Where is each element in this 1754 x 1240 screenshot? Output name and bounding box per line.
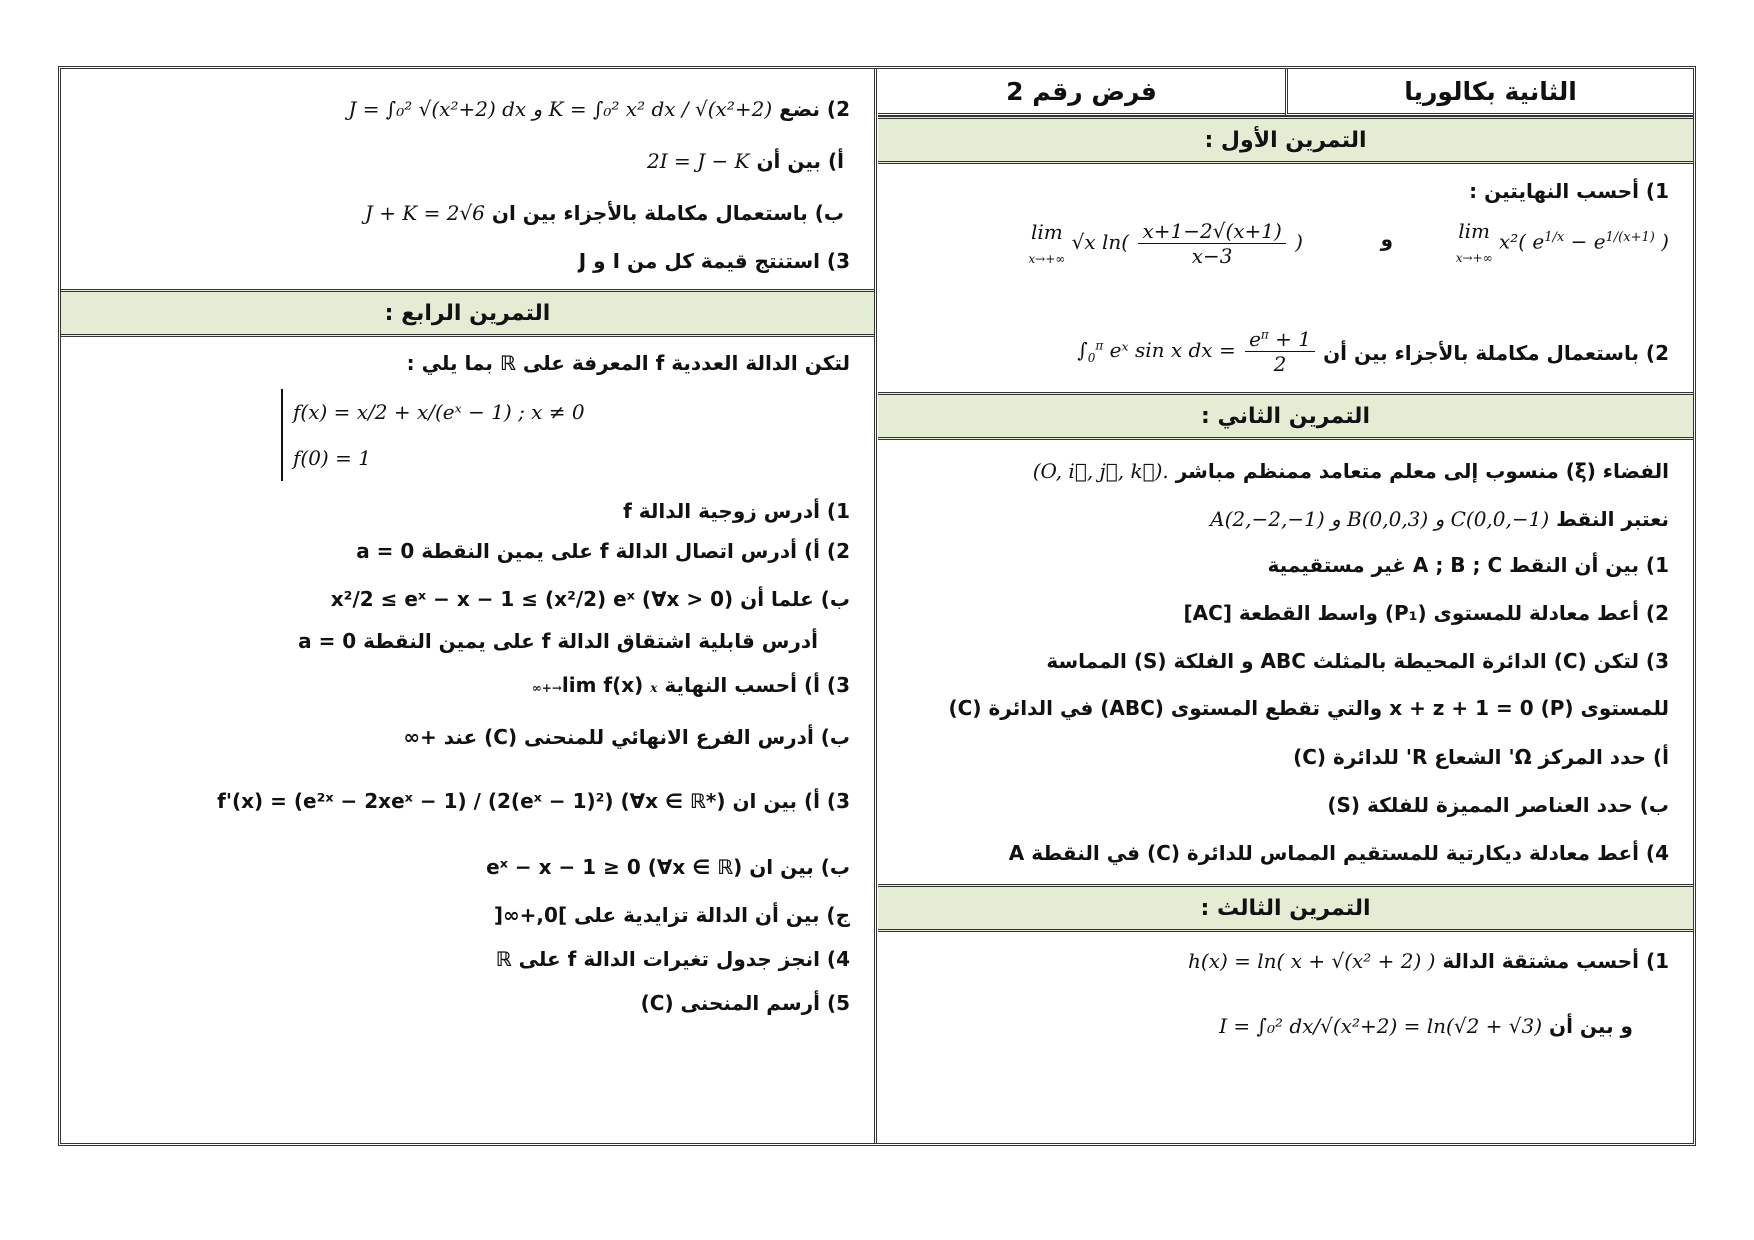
ex4-q4: 4) انجز جدول تغيرات الدالة f على ℝ — [495, 947, 850, 971]
ex3-q1: 1) أحسب مشتقة الدالة h(x) = ln( x + √(x² + 2) ) — [1188, 949, 1669, 973]
ex3-q3: 3) استنتج قيمة كل من I و J — [578, 249, 850, 273]
exercise-3-title: التمرين الثالث : — [878, 884, 1693, 932]
ex1-limit-a: lim x→+∞ x²( $e^{1/x} - e^{1/(x+1)}$ ) — [1455, 219, 1669, 265]
ex4-q3e: ج) بين أن الدالة تزايدية على ]0,+∞[ — [493, 903, 850, 927]
ex2-q1: 1) بين أن النقط A ; B ; C غير مستقيمية — [1267, 553, 1669, 577]
ex2-q3-a: أ) حدد المركز Ω' الشعاع R' للدائرة (C) — [1293, 745, 1669, 769]
ex1-limit-b: lim x→+∞ √x ln( $\frac{x+1-2√(x+1)}{x-3}$ ) — [1028, 219, 1303, 268]
exercise-1-title: التمرين الأول : — [878, 116, 1693, 164]
ex1-q2-math: $\int_0^\pi$ eˣ sin x dx = $\frac{e^\pi + 1}{2}$ — [1077, 327, 1318, 376]
exercise-2-title: التمرين الثاني : — [878, 392, 1693, 440]
ex4-q2a: 2) أ) أدرس اتصال الدالة f على يمين النقطة a = 0 — [356, 539, 850, 563]
ex4-intro: لتكن الدالة العددية f المعرفة على ℝ بما يلي : — [406, 351, 850, 375]
ex4-q3b: ب) أدرس الفرع الانهائي للمنحنى (C) عند +∞ — [403, 725, 850, 749]
left-column — [61, 69, 877, 1143]
ex3-q2: 2) نضع J = ∫₀² √(x²+2) dx و K = ∫₀² x² dx / √(x²+2) — [348, 97, 850, 121]
ex4-q3c: 3) أ) بين ان f'(x) = (e²ˣ − 2xeˣ − 1) / (2(eˣ − 1)²) (∀x ∈ ℝ*) — [217, 789, 850, 813]
ex2-q3-continued: للمستوى (P) x + z + 1 = 0 والتي تقطع المستوى (ABC) في الدائرة (C) — [948, 696, 1669, 720]
right-column — [878, 69, 1693, 1143]
ex2-intro: الفضاء (ξ) منسوب إلى معلم متعامد ممنظم مباشر (O, i⃗, j⃗, k⃗). — [1032, 459, 1669, 483]
ex1-q1: 1) أحسب النهايتين : — [1469, 179, 1669, 203]
ex2-q4: 4) أعط معادلة ديكارتية للمستقيم المماس للدائرة (C) في النقطة A — [1008, 841, 1669, 865]
ex3-q2-b: ب) باستعمال مكاملة بالأجزاء بين ان J + K = 2√6 — [364, 201, 844, 225]
exam-sheet — [58, 66, 1696, 1146]
ex4-definition: f(x) = x/2 + x/(eˣ − 1) ; x ≠ 0 f(0) = 1 — [281, 389, 585, 481]
ex2-q2: 2) أعط معادلة للمستوى (P₁) واسط القطعة [AC] — [1183, 601, 1669, 625]
ex2-points: نعتبر النقط A(2,−2,−1) و B(0,0,3) و C(0,0,−1) — [1210, 507, 1669, 531]
ex4-q5: 5) أرسم المنحنى (C) — [640, 991, 850, 1015]
level-title: الثانية بكالوريا — [1285, 69, 1693, 116]
exercise-4-title: التمرين الرابع : — [61, 289, 874, 337]
ex4-q2b: ب) علما أن x²/2 ≤ eˣ − x − 1 ≤ (x²/2) eˣ (∀x > 0) — [330, 587, 850, 611]
ex2-q3-b: ب) حدد العناصر المميزة للفلكة (S) — [1327, 793, 1669, 817]
ex4-q1: 1) أدرس زوجية الدالة f — [623, 499, 850, 523]
ex4-q3a: 3) أ) أحسب النهاية lim f(x) x→+∞ — [531, 673, 850, 697]
exam-title: فرض رقم 2 — [878, 69, 1285, 116]
ex3-q2-a: أ) بين أن 2I = J − K — [646, 149, 844, 173]
ex4-q2b-continued: أدرس قابلية اشتقاق الدالة f على يمين النقطة a = 0 — [298, 629, 818, 653]
ex1-q2: 2) باستعمال مكاملة بالأجزاء بين أن — [1323, 341, 1669, 365]
ex2-q3: 3) لتكن (C) الدائرة المحيطة بالمثلث ABC و الفلكة (S) المماسة — [1046, 649, 1669, 673]
ex1-limit-conj: و — [1380, 227, 1393, 251]
ex3-q1b: و بين أن I = ∫₀² dx/√(x²+2) = ln(√2 + √3) — [1219, 1014, 1633, 1038]
ex4-q3d: ب) بين ان eˣ − x − 1 ≥ 0 (∀x ∈ ℝ) — [486, 855, 850, 879]
